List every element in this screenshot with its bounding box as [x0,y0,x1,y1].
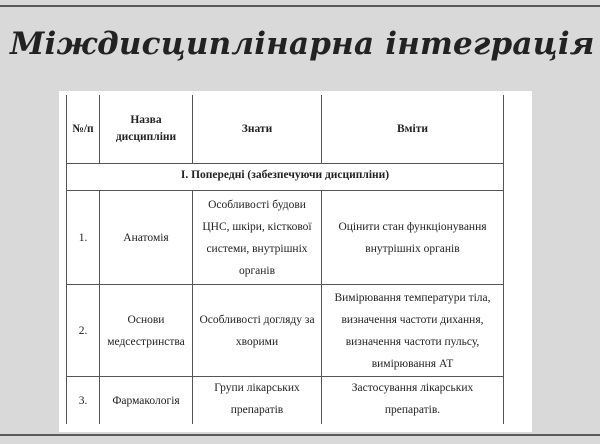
bottom-divider [0,434,600,436]
table-row [67,377,504,425]
row-know: Особливості догляду за хворими [193,285,322,377]
table-header-row [67,95,504,164]
row-number: 3. [67,377,100,425]
row-number: 1. [67,191,100,285]
row-number: 2. [67,285,100,377]
slide-title: Міждисциплінарна інтеграція [10,26,595,62]
integration-table [66,95,504,424]
table-image [59,91,532,432]
row-can: Вимірювання температури тіла, визначення частоти дихання, визначення частоти пульсу, вимірювання АТ [322,285,504,377]
header-can: Вміти [322,95,504,164]
row-know: Групи лікарських препаратів [193,377,322,425]
row-discipline: Фармакологія [100,377,193,425]
row-discipline: Основи медсестринства [100,285,193,377]
row-know: Особливості будови ЦНС, шкіри, кісткової системи, внутрішніх органів [193,191,322,285]
table-row [67,285,504,377]
section-row [67,164,504,191]
row-discipline: Анатомія [100,191,193,285]
section-title: І. Попередні (забезпечуючи дисципліни) [67,164,504,191]
header-number: №/п [67,95,100,164]
table-row [67,191,504,285]
row-can: Оцінити стан функціонування внутрішніх органів [322,191,504,285]
top-divider [0,5,600,7]
header-know: Знати [193,95,322,164]
row-can: Застосування лікарських препаратів. [322,377,504,425]
header-discipline: Назва дисципліни [100,95,193,164]
